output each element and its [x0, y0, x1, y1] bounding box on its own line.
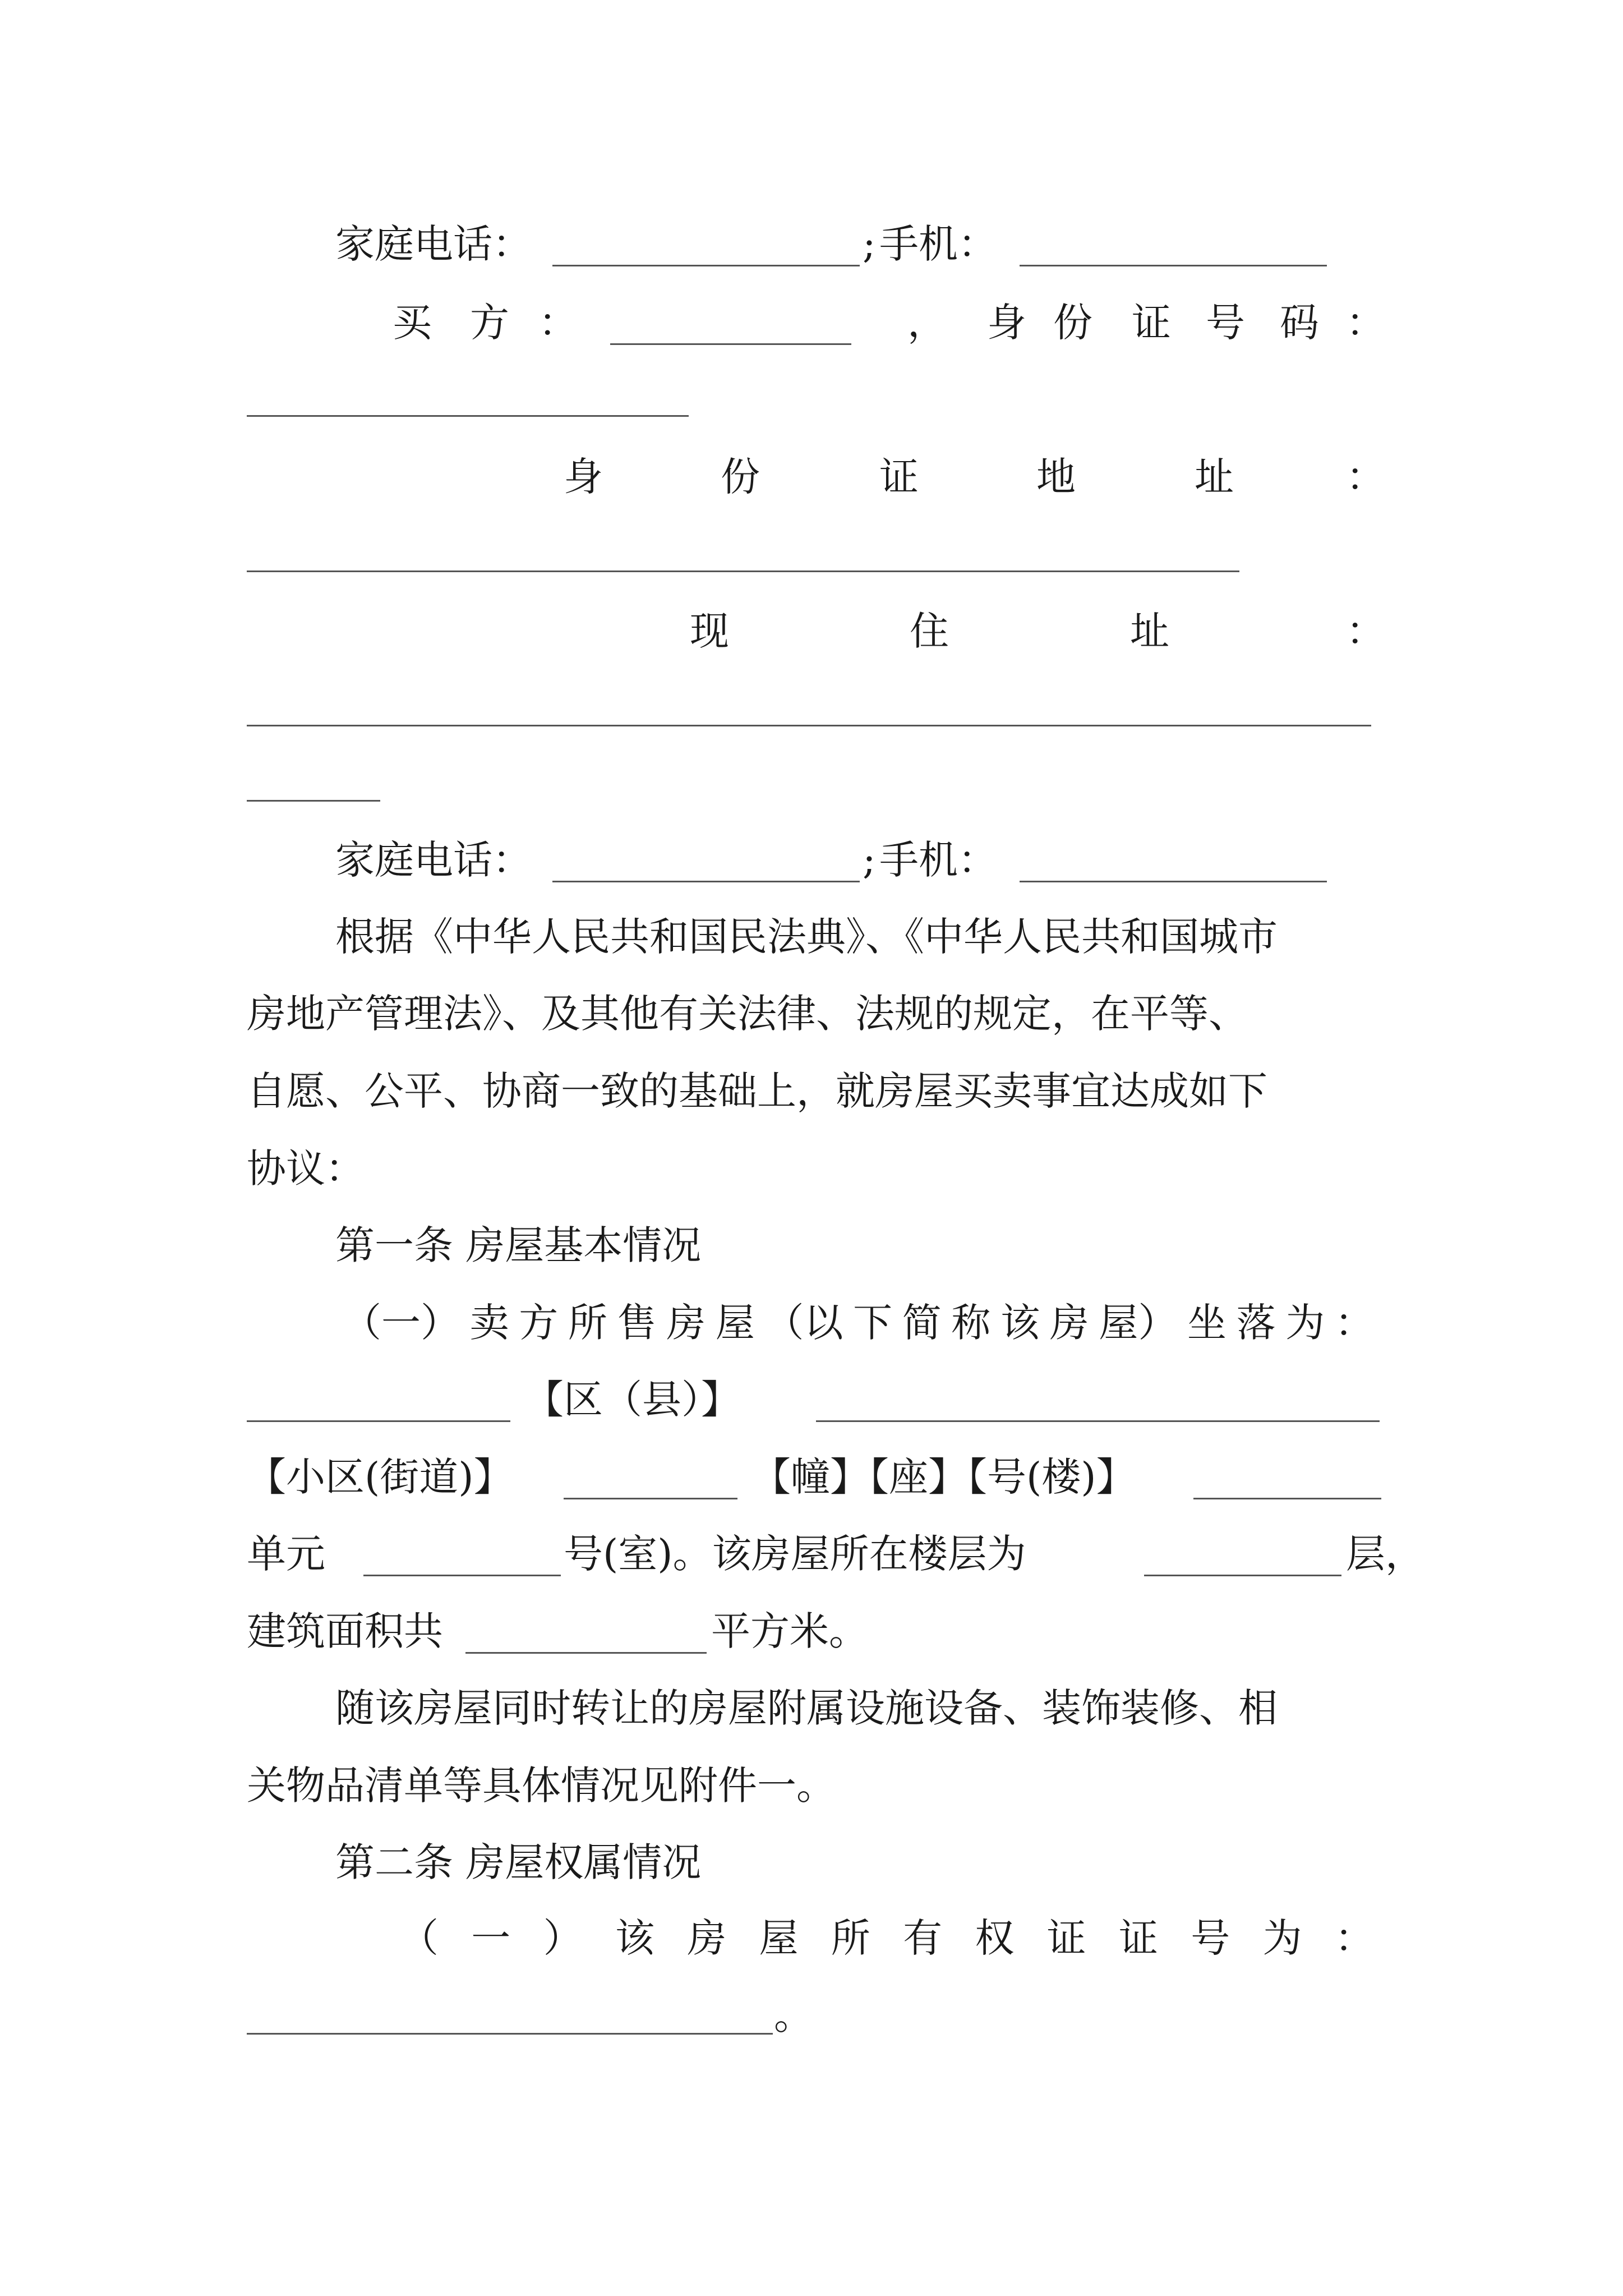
a2-item-char-1: （ — [399, 1915, 439, 1961]
a2-item-char-7: 所 — [831, 1915, 870, 1961]
id-address-row — [0, 446, 1623, 508]
room-label: 号(室)。该房屋所在楼层为 — [564, 1531, 1026, 1577]
item-1-char-9: 下 — [853, 1300, 893, 1346]
floor-suffix: 层， — [1346, 1531, 1424, 1577]
a2-item-char-8: 有 — [903, 1915, 943, 1961]
community-row — [0, 1446, 1623, 1508]
buyer-char-1: 买 — [393, 300, 432, 346]
unit-row — [0, 1523, 1623, 1585]
article-2-item-1-row — [0, 1907, 1623, 1969]
community-label: 【小区(街道)】 — [247, 1454, 513, 1500]
a2-item-char-3: ） — [543, 1915, 583, 1961]
item-1-char-1: （一） — [342, 1300, 460, 1346]
certificate-blank-row — [0, 1985, 1623, 2046]
id-address-char-4: 地 — [1036, 454, 1076, 500]
mobile-blank[interactable] — [1020, 881, 1327, 882]
intro-text-4: 协议： — [247, 1145, 365, 1191]
item-1-char-3: 方 — [519, 1300, 559, 1346]
unit-label: 单元 — [247, 1531, 325, 1577]
intro-line-2 — [0, 983, 1623, 1045]
intro-text-1: 根据《中华人民共和国民法典》、《中华人民共和国城市 — [335, 914, 1278, 960]
item-1-char-2: 卖 — [469, 1300, 509, 1346]
item-1-char-11: 称 — [951, 1300, 991, 1346]
intro-line-4 — [0, 1138, 1623, 1199]
id-address-char-1: 身 — [564, 454, 603, 500]
intro-text-2: 房地产管理法》、及其他有关法律、法规的规定，在平等、 — [247, 991, 1248, 1037]
unit-blank[interactable] — [363, 1575, 561, 1576]
attachment-text-1: 随该房屋同时转让的房屋附属设施设备、装饰装修、相 — [335, 1685, 1278, 1731]
intro-line-1 — [0, 906, 1623, 968]
id-address-char-3: 证 — [879, 454, 919, 500]
certificate-period: 。 — [774, 1993, 813, 2039]
floor-blank[interactable] — [1144, 1575, 1341, 1576]
separator: ; — [863, 837, 876, 883]
id-address-char-5: 址 — [1195, 454, 1234, 500]
current-address-char-4: ： — [1346, 608, 1385, 654]
building-label: 【幢】【座】【号(楼)】 — [751, 1454, 1136, 1500]
home-phone-blank[interactable] — [552, 881, 860, 882]
id-number-blank[interactable] — [247, 415, 689, 417]
area-suffix: 平方米。 — [711, 1608, 868, 1654]
a2-item-char-9: 权 — [975, 1915, 1015, 1961]
id-address-blank[interactable] — [247, 570, 1239, 572]
article-2-title-row — [0, 1832, 1623, 1893]
item-1-char-4: 所 — [568, 1300, 607, 1346]
id-address-char-6: ： — [1346, 454, 1385, 500]
current-address-char-1: 现 — [690, 608, 729, 654]
item-1-char-6: 房 — [666, 1300, 706, 1346]
district-row — [0, 1369, 1623, 1430]
building-blank[interactable] — [1193, 1498, 1381, 1499]
buyer-row — [0, 292, 1623, 353]
article-1-title-row — [0, 1214, 1623, 1276]
area-label: 建筑面积共 — [247, 1608, 443, 1654]
district-label: 【区（县）】 — [524, 1377, 740, 1423]
area-row — [0, 1600, 1623, 1662]
mobile-blank[interactable] — [1020, 265, 1327, 266]
buyer-char-3: ： — [538, 300, 578, 346]
id-number-char-4: 号 — [1206, 300, 1245, 346]
item-1-char-7: 屋 — [715, 1300, 755, 1346]
current-address-blank-row — [0, 679, 1623, 740]
attachment-line-2 — [0, 1755, 1623, 1816]
id-number-char-3: 证 — [1132, 300, 1171, 346]
current-address-char-2: 住 — [910, 608, 949, 654]
a2-item-char-6: 屋 — [759, 1915, 799, 1961]
certificate-number-blank[interactable] — [247, 2033, 773, 2035]
buyer-phone-row — [0, 829, 1623, 891]
buyer-comma: ， — [907, 300, 947, 346]
current-address-blank[interactable] — [247, 725, 1371, 726]
item-1-char-5: 售 — [617, 1300, 657, 1346]
item-1-char-8: （以 — [764, 1300, 843, 1346]
buyer-char-2: 方 — [470, 300, 509, 346]
article-1-title: 第一条 房屋基本情况 — [335, 1222, 702, 1268]
buyer-name-blank[interactable] — [610, 343, 851, 345]
id-number-char-5: 码 — [1280, 300, 1319, 346]
a2-item-char-10: 证 — [1046, 1915, 1086, 1961]
city-blank[interactable] — [247, 1420, 510, 1422]
item-1-char-12: 该 — [1000, 1300, 1040, 1346]
article-1-item-1 — [342, 1292, 1374, 1354]
a2-item-char-13: 为 — [1262, 1915, 1302, 1961]
a2-item-char-2: 一 — [471, 1915, 511, 1961]
article-1-item-1-row — [0, 1292, 1623, 1354]
district-blank[interactable] — [816, 1420, 1380, 1422]
mobile-label: 手机： — [879, 221, 997, 267]
item-1-char-16: 落 — [1236, 1300, 1276, 1346]
home-phone-blank[interactable] — [552, 265, 860, 266]
id-number-char-6: ： — [1346, 300, 1385, 346]
id-number-char-2: 份 — [1053, 300, 1092, 346]
seller-phone-row — [0, 213, 1623, 275]
a2-item-char-11: 证 — [1118, 1915, 1158, 1961]
community-blank[interactable] — [564, 1498, 737, 1499]
a2-item-char-5: 房 — [687, 1915, 727, 1961]
current-address-row — [0, 600, 1623, 662]
item-1-char-10: 简 — [902, 1300, 942, 1346]
current-address-blank-continued[interactable] — [247, 800, 380, 802]
id-number-blank-row — [0, 370, 1623, 432]
current-address-char-3: 址 — [1130, 608, 1169, 654]
a2-item-char-12: 号 — [1191, 1915, 1230, 1961]
a2-item-char-14: ： — [1334, 1915, 1374, 1961]
item-1-char-15: 坐 — [1187, 1300, 1227, 1346]
intro-text-3: 自愿、公平、协商一致的基础上，就房屋买卖事宜达成如下 — [247, 1068, 1267, 1114]
attachment-line-1 — [0, 1677, 1623, 1739]
article-2-item-1 — [399, 1907, 1374, 1969]
article-2-title: 第二条 房屋权属情况 — [335, 1839, 702, 1885]
mobile-label: 手机： — [879, 837, 997, 883]
home-phone-label: 家庭电话： — [335, 221, 532, 267]
home-phone-label: 家庭电话： — [335, 837, 532, 883]
intro-line-3 — [0, 1060, 1623, 1122]
id-number-char-1: 身 — [987, 300, 1026, 346]
separator: ; — [863, 221, 876, 267]
item-1-char-13: 房 — [1049, 1300, 1089, 1346]
item-1-char-14: 屋） — [1099, 1300, 1178, 1346]
id-address-blank-row — [0, 524, 1623, 586]
item-1-char-18: ： — [1334, 1300, 1374, 1346]
attachment-text-2: 关物品清单等具体情况见附件一。 — [247, 1763, 836, 1809]
current-address-blank-row-2 — [0, 752, 1623, 813]
area-blank[interactable] — [465, 1652, 707, 1654]
a2-item-char-4: 该 — [615, 1915, 654, 1961]
id-address-char-2: 份 — [721, 454, 760, 500]
item-1-char-17: 为 — [1285, 1300, 1325, 1346]
